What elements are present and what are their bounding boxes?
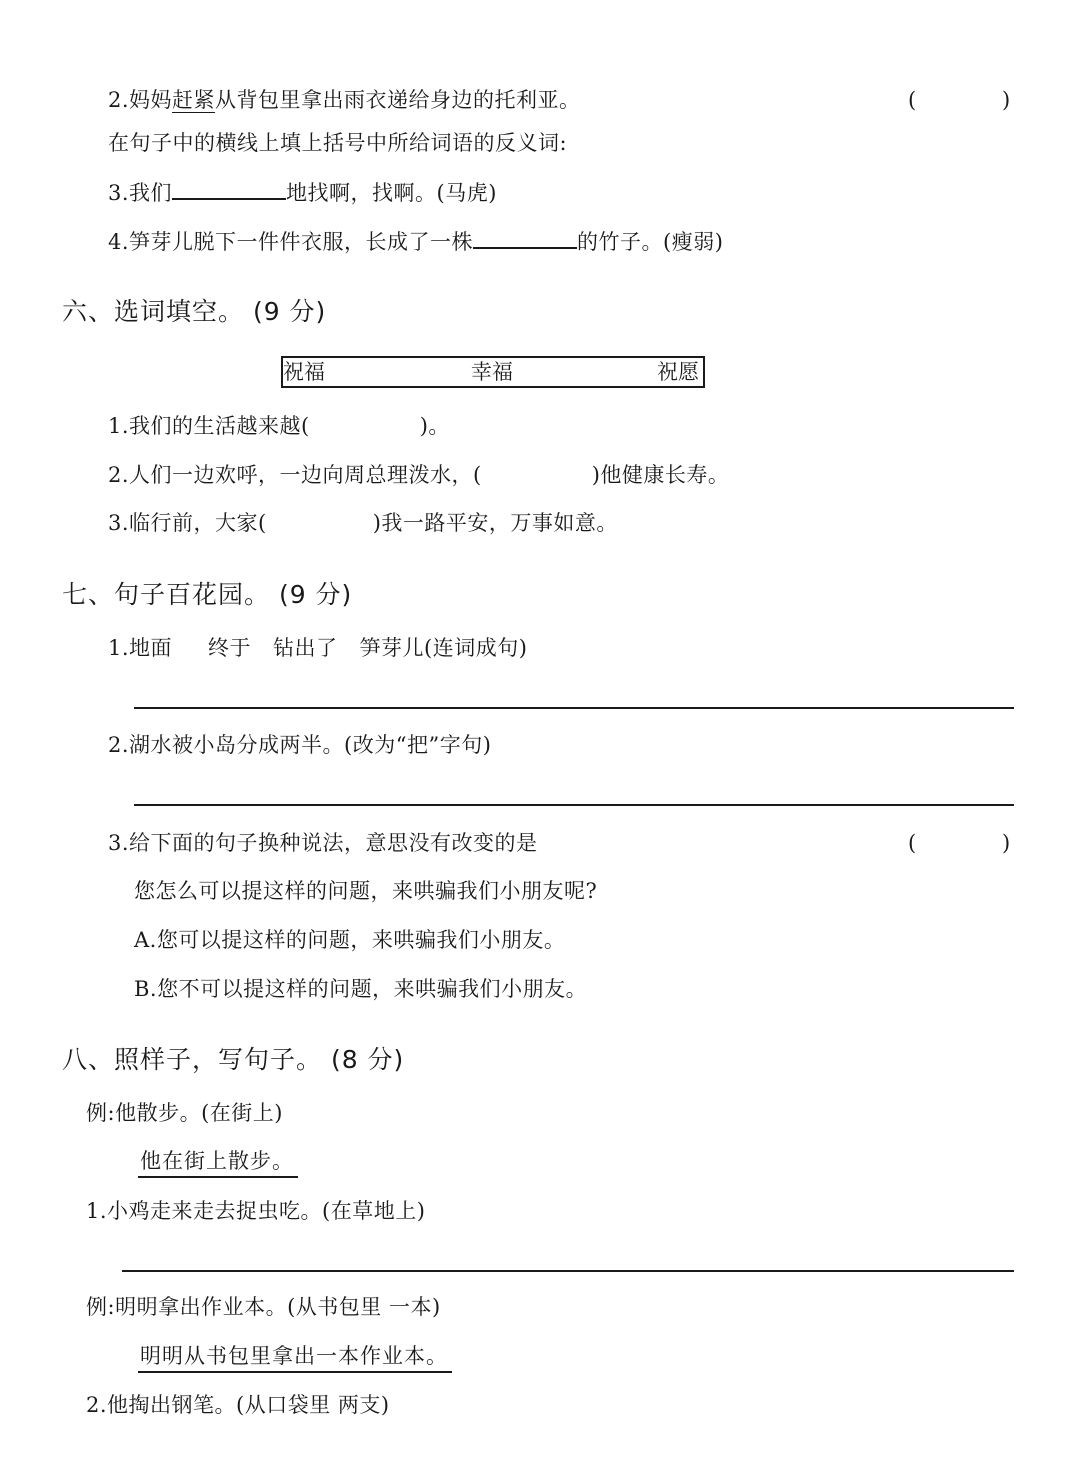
- fill-blank[interactable]: [473, 225, 577, 249]
- question-6-2: [108, 460, 729, 490]
- example-1: 例:他散步。(在街上): [86, 1101, 283, 1125]
- underlined-word: 赶紧: [172, 88, 216, 112]
- example-2: 例:明明拿出作业本。(从书包里 一本): [86, 1295, 441, 1319]
- sentence-part: 4.笋芽儿脱下一件件衣服，长成了一株: [108, 230, 474, 254]
- sentence-part: 的竹子。(瘦弱): [577, 230, 724, 254]
- word-2: 终于: [208, 636, 252, 660]
- question-5-4: [108, 225, 723, 257]
- answer-paren-close: ): [1002, 88, 1011, 112]
- question-8-2: 2.他掏出钢笔。(从口袋里 两支): [86, 1393, 390, 1417]
- sentence-part: )。: [419, 414, 450, 438]
- question-5-3: [108, 176, 497, 208]
- sentence-part: 3.我们: [108, 181, 173, 205]
- question-number: 1.: [108, 636, 130, 660]
- option-a[interactable]: A.您可以提这样的问题，来哄骗我们小朋友。: [134, 928, 566, 952]
- sentence-part: 1.我们的生活越来越(: [108, 414, 310, 438]
- sentence-part: 从背包里拿出雨衣递给身边的托利亚。: [215, 88, 581, 112]
- question-6-1: [108, 411, 450, 441]
- word-option-1: 祝福: [283, 360, 325, 384]
- answer-paren-close: ): [1002, 831, 1011, 855]
- answer-line[interactable]: [134, 707, 1014, 709]
- answer-line[interactable]: [122, 1270, 1014, 1272]
- sentence-part: 3.临行前，大家(: [108, 511, 267, 535]
- question-6-3: [108, 508, 618, 538]
- section-6-heading: 六、选词填空。 (9 分): [62, 297, 327, 326]
- option-b[interactable]: B.您不可以提这样的问题，来哄骗我们小朋友。: [134, 977, 588, 1001]
- question-hint: (连词成句): [424, 636, 528, 660]
- section-7-heading: 七、句子百花园。 (9 分): [62, 580, 353, 609]
- word-4: 笋芽儿: [359, 636, 425, 660]
- fill-blank[interactable]: [172, 176, 286, 200]
- question-8-1: 1.小鸡走来走去捉虫吃。(在草地上): [86, 1199, 426, 1223]
- question-number: 2.: [108, 88, 130, 112]
- answer-paren-open: (: [908, 88, 917, 112]
- question-5-2: [108, 85, 581, 115]
- sentence-part: 地找啊，找啊。(马虎): [286, 181, 497, 205]
- question-7-1: [108, 633, 527, 663]
- word-choice-box: [281, 356, 705, 388]
- sentence-part: )他健康长寿。: [591, 463, 730, 487]
- example-2-answer: 明明从书包里拿出一本作业本。: [138, 1341, 452, 1373]
- sentence-part: 妈妈: [129, 88, 173, 112]
- word-option-2: 幸福: [471, 360, 513, 384]
- answer-paren-open: (: [908, 831, 917, 855]
- example-1-answer: 他在街上散步。: [138, 1146, 298, 1178]
- question-7-2: 2.湖水被小岛分成两半。(改为“把”字句): [108, 733, 492, 757]
- question-7-3: 3.给下面的句子换种说法，意思没有改变的是: [108, 831, 538, 855]
- word-1: 地面: [129, 636, 173, 660]
- word-3: 钻出了: [273, 636, 338, 660]
- answer-line[interactable]: [134, 804, 1014, 806]
- instruction-antonyms: 在句子中的横线上填上括号中所给词语的反义词:: [108, 131, 568, 155]
- section-8-heading: 八、照样子，写句子。 (8 分): [62, 1045, 405, 1074]
- sentence-part: )我一路平安，万事如意。: [372, 511, 618, 535]
- given-sentence: 您怎么可以提这样的问题，来哄骗我们小朋友呢?: [134, 879, 598, 903]
- word-option-3: 祝愿: [657, 360, 699, 384]
- sentence-part: 2.人们一边欢呼，一边向周总理泼水，(: [108, 463, 482, 487]
